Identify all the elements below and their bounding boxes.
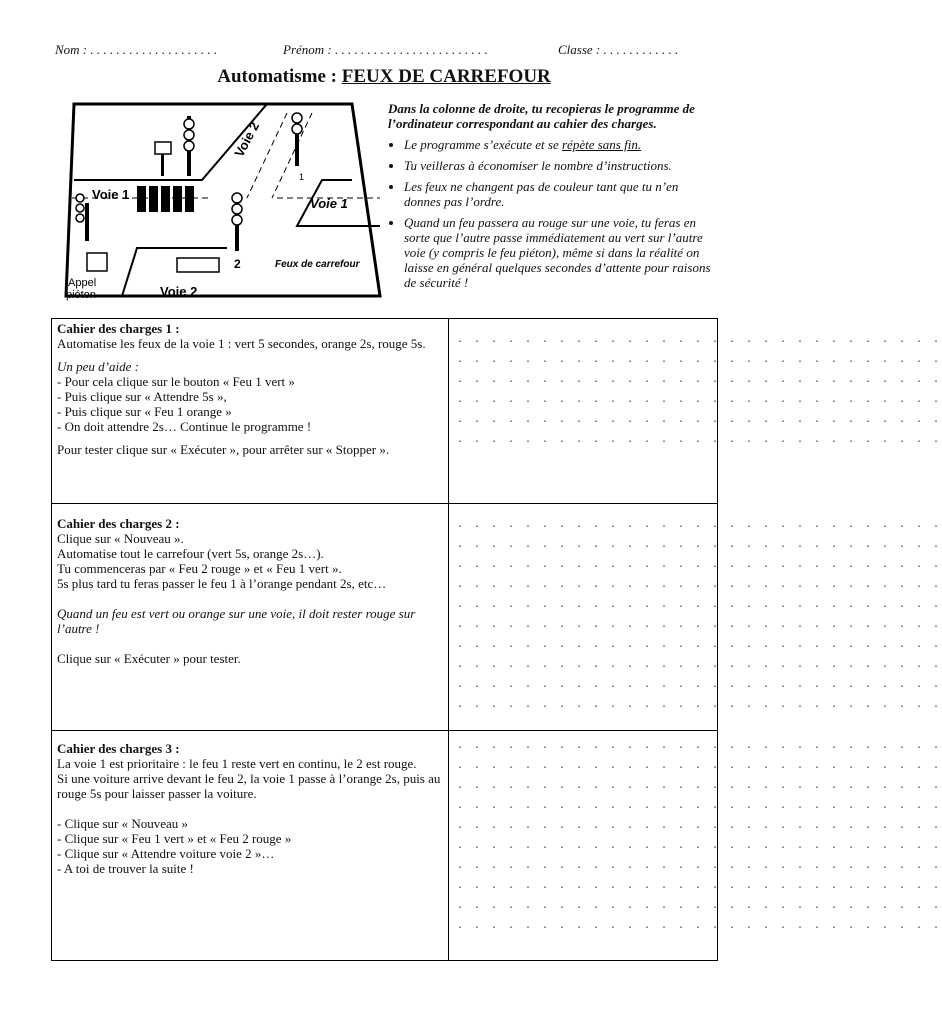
cahier-3-cell bbox=[52, 730, 449, 960]
answer-line[interactable]: . . . . . . . . . . . . . . . . . . . . . . . . . . . . . bbox=[457, 580, 942, 592]
cahier-3-p1: La voie 1 est prioritaire : le feu 1 reste vert en continu, le 2 est rouge. bbox=[57, 755, 417, 771]
list-item: - Puis clique sur « Feu 1 orange » bbox=[57, 404, 232, 419]
answer-line[interactable]: . . . . . . . . . . . . . . . . . . . . . . . . . . . . . bbox=[457, 560, 942, 572]
rules-list bbox=[388, 137, 718, 290]
map-caption: Feux de carrefour bbox=[275, 259, 360, 270]
answer-line[interactable]: . . . . . . . . . . . . . . . . . . . . . . . . . . . . . bbox=[457, 820, 942, 832]
answer-line[interactable]: . . . . . . . . . . . . . . . . . . . . . . . . . . . . . bbox=[457, 415, 942, 426]
answer-area-2[interactable] bbox=[449, 504, 942, 730]
pieton-label: piéton bbox=[66, 289, 96, 301]
answer-line[interactable]: . . . . . . . . . . . . . . . . . . . . . . . . . . . . . bbox=[457, 375, 942, 386]
rule1-underlined: répète sans fin. bbox=[562, 137, 642, 152]
classe-field: Classe : . . . . . . . . . . . . bbox=[558, 42, 679, 57]
voie2-bottom-label: Voie 2 bbox=[160, 284, 198, 299]
answer-line[interactable]: . . . . . . . . . . . . . . . . . . . . . . . . . . . . . bbox=[457, 920, 942, 932]
list-item: - On doit attendre 2s… Continue le programme ! bbox=[57, 419, 312, 434]
prenom-field: Prénom : . . . . . . . . . . . . . . . . . . . . . . . . bbox=[283, 42, 488, 57]
list-item: - Clique sur « Feu 1 vert » et « Feu 2 rouge » bbox=[57, 830, 292, 846]
answer-line[interactable]: . . . . . . . . . . . . . . . . . . . . . . . . . . . . . bbox=[457, 540, 942, 552]
list-item: - Clique sur « Nouveau » bbox=[57, 815, 189, 831]
list-item: - A toi de trouver la suite ! bbox=[57, 860, 194, 876]
page-title bbox=[0, 66, 768, 88]
cahier-2-test: Clique sur « Exécuter » pour tester. bbox=[57, 651, 241, 667]
rule-item: • Tu veilleras à économiser le nombre d’instructions. bbox=[404, 158, 718, 173]
help-heading: Un peu d’aide : bbox=[57, 359, 139, 374]
intro-lead: Dans la colonne de droite, tu recopieras le programme de l’ordinateur correspondant au cahier des charges. bbox=[388, 101, 695, 131]
answer-line[interactable]: . . . . . . . . . . . . . . . . . . . . . . . . . . . . . bbox=[457, 520, 942, 532]
cahier-1-cell bbox=[52, 319, 449, 504]
cahier-3-p2: Si une voiture arrive devant le feu 2, la voie 1 passe à l’orange 2s, puis au rouge 5s pour laisser passer la voiture. bbox=[57, 770, 441, 801]
rule1-text: Le programme s’exécute et se bbox=[404, 137, 562, 152]
crossroads-illustration bbox=[62, 98, 382, 303]
list-item: - Puis clique sur « Attendre 5s », bbox=[57, 389, 227, 404]
answer-line[interactable]: . . . . . . . . . . . . . . . . . . . . . . . . . . . . . bbox=[457, 600, 942, 612]
list-item: Tu commenceras par « Feu 2 rouge » et « Feu 1 vert ». bbox=[57, 561, 342, 577]
feu1-label: 1 bbox=[299, 172, 305, 182]
cahier-1-test: Pour tester clique sur « Exécuter », pour arrêter sur « Stopper ». bbox=[57, 442, 390, 457]
table-row bbox=[52, 730, 718, 960]
answer-line[interactable]: . . . . . . . . . . . . . . . . . . . . . . . . . . . . . bbox=[457, 355, 942, 366]
answer-line[interactable]: . . . . . . . . . . . . . . . . . . . . . . . . . . . . . bbox=[457, 840, 942, 852]
answer-line[interactable]: . . . . . . . . . . . . . . . . . . . . . . . . . . . . . bbox=[457, 660, 942, 672]
answer-line[interactable]: . . . . . . . . . . . . . . . . . . . . . . . . . . . . . bbox=[457, 680, 942, 692]
answer-line[interactable]: . . . . . . . . . . . . . . . . . . . . . . . . . . . . . bbox=[457, 395, 942, 406]
nom-field: Nom : . . . . . . . . . . . . . . . . . . . . bbox=[55, 42, 218, 57]
list-item: Clique sur « Nouveau ». bbox=[57, 531, 184, 547]
feu2-label: 2 bbox=[234, 257, 241, 271]
answer-line[interactable]: . . . . . . . . . . . . . . . . . . . . . . . . . . . . . bbox=[457, 740, 942, 752]
title-prefix: Automatisme : bbox=[217, 66, 342, 87]
answer-line[interactable]: . . . . . . . . . . . . . . . . . . . . . . . . . . . . . bbox=[457, 435, 942, 446]
answer-line[interactable]: . . . . . . . . . . . . . . . . . . . . . . . . . . . . . bbox=[457, 700, 942, 712]
answer-line[interactable]: . . . . . . . . . . . . . . . . . . . . . . . . . . . . . bbox=[457, 620, 942, 632]
rule-item: • Les feux ne changent pas de couleur tant que tu n’en donnes pas l’ordre. bbox=[404, 179, 718, 209]
list-item: - Clique sur « Attendre voiture voie 2 »… bbox=[57, 845, 275, 861]
list-item: - Pour cela clique sur le bouton « Feu 1 vert » bbox=[57, 374, 295, 389]
voie2-diagonal-label: Voie 2 bbox=[231, 119, 263, 160]
appel-label: Appel bbox=[68, 277, 97, 289]
exercise-table bbox=[51, 318, 942, 961]
answer-line[interactable]: . . . . . . . . . . . . . . . . . . . . . . . . . . . . . bbox=[457, 335, 942, 346]
answer-line[interactable]: . . . . . . . . . . . . . . . . . . . . . . . . . . . . . bbox=[457, 860, 942, 872]
answer-line[interactable]: . . . . . . . . . . . . . . . . . . . . . . . . . . . . . bbox=[457, 880, 942, 892]
cahier-3-title: Cahier des charges 3 : bbox=[57, 740, 180, 756]
answer-line[interactable]: . . . . . . . . . . . . . . . . . . . . . . . . . . . . . bbox=[457, 780, 942, 792]
title-main: FEUX DE CARREFOUR bbox=[341, 66, 551, 87]
voie1-left-label: Voie 1 bbox=[92, 187, 130, 202]
instructions-block bbox=[388, 101, 718, 296]
answer-area-3[interactable] bbox=[449, 730, 942, 960]
answer-area-1[interactable] bbox=[449, 319, 942, 504]
answer-line[interactable]: . . . . . . . . . . . . . . . . . . . . . . . . . . . . . bbox=[457, 640, 942, 652]
cahier-2-cell bbox=[52, 504, 449, 730]
rule-item bbox=[404, 137, 718, 152]
list-item: Automatise tout le carrefour (vert 5s, orange 2s…). bbox=[57, 546, 324, 562]
list-item: 5s plus tard tu feras passer le feu 1 à l’orange pendant 2s, etc… bbox=[57, 576, 387, 592]
voie1-right-label: Voie 1 bbox=[310, 196, 348, 211]
table-row bbox=[52, 504, 718, 730]
answer-line[interactable]: . . . . . . . . . . . . . . . . . . . . . . . . . . . . . bbox=[457, 800, 942, 812]
cahier-2-note: Quand un feu est vert ou orange sur une voie, il doit rester rouge sur l’autre ! bbox=[57, 606, 416, 637]
cahier-2-title: Cahier des charges 2 : bbox=[57, 516, 180, 532]
table-row bbox=[52, 319, 718, 504]
answer-line[interactable]: . . . . . . . . . . . . . . . . . . . . . . . . . . . . . bbox=[457, 900, 942, 912]
cahier-1-title: Cahier des charges 1 : bbox=[57, 321, 180, 336]
rule-item: • Quand un feu passera au rouge sur une voie, tu feras en sorte que l’autre passe immédiatement au vert sur l’autre voie (y compris le feu piéton), même si dans la réalité on laisse en général quelques secondes d’attente pour raisons de sécurité ! bbox=[404, 215, 718, 290]
cahier-1-desc: Automatise les feux de la voie 1 : vert 5 secondes, orange 2s, rouge 5s. bbox=[57, 336, 426, 351]
answer-line[interactable]: . . . . . . . . . . . . . . . . . . . . . . . . . . . . . bbox=[457, 760, 942, 772]
